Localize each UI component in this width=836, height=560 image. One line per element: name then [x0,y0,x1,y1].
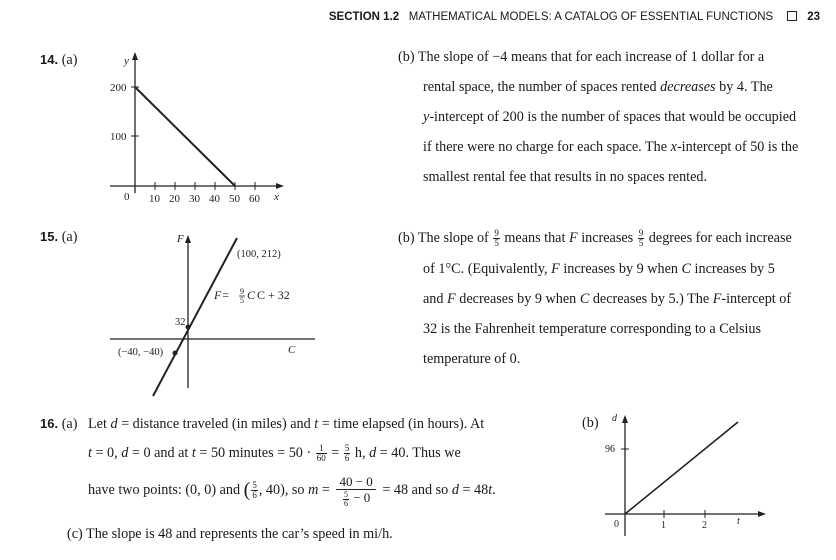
distance-line [625,422,738,514]
one-sixtieth-frac: $\frac{1}{60}$ [316,443,326,463]
five-sixths-frac: $\frac{5}{6}$ [344,443,350,463]
point-minus40 [173,351,178,356]
equation-frac-den: 5 [240,296,244,305]
problem-14-number: 14. (a) [40,52,78,68]
page-number: 23 [807,11,820,23]
p14-b-line5: smallest rental fee that results in no spaces rented. [423,169,708,185]
x-tick-label-40: 40 [209,193,220,205]
y-tick-label-200: 200 [110,82,127,94]
F-axis-arrow-icon [185,235,191,243]
running-header [329,11,820,23]
square-separator-icon [787,11,797,21]
p14-b-line1: (b) The slope of −4 means that for each increase of 1 dollar for a [398,49,765,65]
conversion-line [153,238,237,396]
five-sixths-frac-2: $\frac{5}{6}$ [252,480,257,501]
equation-rest: C C + 32 [247,288,290,302]
slope-fraction: 40 − 0 $\frac{5}{6}$ − 0 [336,474,375,508]
p16-c-line: (c) The slope is 48 and represents the car’s speed in mi/h. [67,526,393,542]
intercept-label: 32 [175,317,186,328]
y-axis-label: y [124,55,129,67]
origin-label-16: 0 [614,519,619,530]
p16-a-line1: Let d = distance traveled (in miles) and t = time elapsed (in hours). At [88,416,485,432]
p15-b-line3: and F decreases by 9 when C decreases by 5.) The F-intercept of [423,291,792,307]
x-tick-label-50: 50 [229,193,240,205]
temperature-graph [100,228,320,398]
x-tick-label-60: 60 [249,193,260,205]
p14-b-line4: if there were no charge for each space. The x-intercept of 50 is the [423,139,799,155]
y-tick-label-100: 100 [110,131,127,143]
p16-a-line3: have two points: (0, 0) and ( $\frac{5}{6}$ , 40), so m = 40 − 0 $\frac{5}{6}$ − 0 = 48 and so d = 48t. [88,474,496,508]
nine-fifths-frac: $\frac{9}{5}$ [494,228,499,248]
d-axis-arrow-icon [622,415,628,423]
section-title: MATHEMATICAL MODELS: A CATALOG OF ESSENTIAL FUNCTIONS [408,11,774,23]
y-axis-arrow-icon [132,52,138,60]
x-axis-label: x [274,191,279,203]
t-tick-label-2: 2 [702,520,707,531]
point-top-label: (100, 212) [237,249,281,260]
x-tick-label-20: 20 [169,193,180,205]
nine-fifths-frac-2: $\frac{9}{5}$ [638,228,644,248]
p15-b-line4: 32 is the Fahrenheit temperature corresponding to a Celsius [423,321,762,337]
p15-b-line1: (b) The slope of $\frac{9}{5}$ means that F increases $\frac{9}{5}$ degrees for each increase [398,228,792,248]
p15-b-line5: temperature of 0. [423,351,521,367]
x-tick-label-30: 30 [189,193,200,205]
point-left-label: (−40, −40) [118,347,164,358]
t-axis-label: t [737,516,740,527]
t-tick-label-1: 1 [661,520,666,531]
problem-15-number: 15. (a) [40,229,78,245]
origin-label: 0 [124,191,130,203]
distance-time-graph [600,410,770,540]
rental-line [135,87,235,186]
C-axis-label: C [288,344,296,356]
x-axis-arrow-icon [276,183,284,189]
section-label: SECTION 1.2 [328,11,400,23]
x-tick-label-10: 10 [149,193,160,205]
rental-graph [100,48,300,208]
point-intercept [186,325,191,330]
d-axis-label: d [612,413,617,424]
problem-16-number: 16. (a) [40,416,78,432]
equation-label: F= [214,288,230,302]
p14-b-line2: rental space, the number of spaces rented decreases by 4. The [423,79,773,95]
d-tick-label-96: 96 [605,444,615,455]
t-axis-arrow-icon [758,511,766,517]
p15-b-line2: of 1°C. (Equivalently, F increases by 9 when C increases by 5 [423,261,775,277]
F-axis-label: F [177,233,184,245]
p14-b-line3: y-intercept of 200 is the number of spaces that would be occupied [423,109,797,125]
p16-b-label: (b) [582,415,599,431]
equation-frac-num: 9 [240,287,244,296]
p16-a-line2: t = 0, d = 0 and at t = 50 minutes = 50 · $\frac{1}{60}$ = $\frac{5}{6}$ h, d = 40. Thus we [88,443,461,463]
